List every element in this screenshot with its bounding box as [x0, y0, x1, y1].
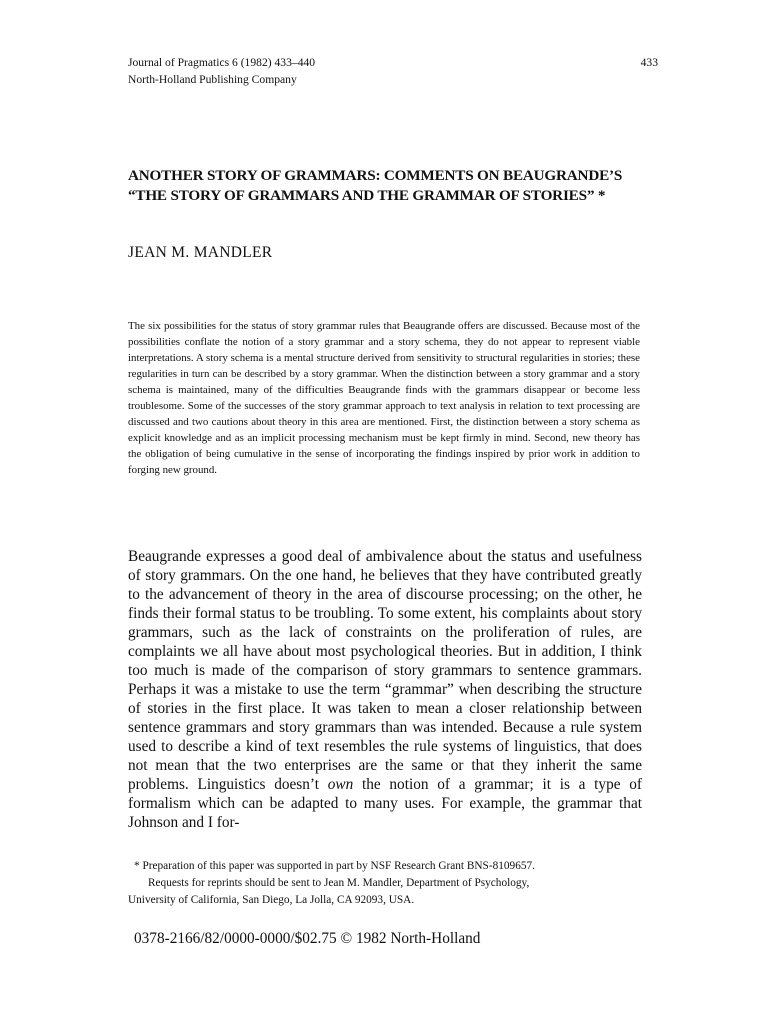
footnote-line-3: University of California, San Diego, La Jolla, CA 92093, USA.	[128, 894, 415, 906]
journal-citation: Journal of Pragmatics 6 (1982) 433–440	[128, 56, 316, 69]
page-number: 433	[640, 56, 658, 69]
article-title	[128, 166, 668, 206]
title-line-2: “THE STORY OF GRAMMARS AND THE GRAMMAR OF STORIES” *	[128, 187, 606, 204]
running-header	[128, 54, 658, 88]
footnote-line-2: Requests for reprints should be sent to Jean M. Mandler, Department of Psychology,	[148, 877, 530, 889]
author-name: JEAN M. MANDLER	[128, 244, 273, 261]
publisher-name: North-Holland Publishing Company	[128, 73, 297, 86]
body-text-part-2: the notion of a grammar; it is a type of formalism which can be adapted to many uses. For example, the grammar that Johnson and I for-	[128, 776, 643, 831]
copyright-line: 0378-2166/82/0000-0000/$02.75 © 1982 North-Holland	[134, 930, 481, 947]
footnote	[128, 858, 642, 909]
body-paragraph	[128, 547, 642, 832]
title-line-1: ANOTHER STORY OF GRAMMARS: COMMENTS ON BEAUGRANDE’S	[128, 167, 623, 184]
footnote-line-1: * Preparation of this paper was supported in part by NSF Research Grant BNS-8109657.	[134, 860, 535, 872]
body-text-part-1: Beaugrande expresses a good deal of ambivalence about the status and usefulness of story grammars. On the one hand, he believes that they have contributed greatly to the advancement of theory in the area of discourse processing; on the other, he finds their formal status to be troubling. To some extent, his complaints about story grammars, such as the lack of constraints on the proliferation of rules, are complaints we all have about most psychological theories. But in addition, I think too much is made of the comparison of story grammars to sentence grammars. Perhaps it was a mistake to use the term “grammar” when describing the structure of stories in the first place. It was taken to mean a closer relationship between sentence grammars and story grammars than was intended. Because a rule system used to describe a kind of text resembles the rule systems of linguistics, that does not mean that the two enterprises are the same or that they inherit the same problems. Linguistics doesn’t	[128, 548, 642, 793]
body-emphasis: own	[327, 776, 354, 793]
abstract: The six possibilities for the status of story grammar rules that Beaugrande offers are discussed. Because most of the possibilities conflate the notion of a story grammar and a story schema, they do not appear to represent viable interpretations. A story schema is a mental structure derived from sensitivity to structural regularities in stories; these regularities in turn can be described by a story grammar. When the distinction between a story grammar and a story schema is maintained, many of the difficulties Beaugrande finds with the grammars disappear or become less troublesome. Some of the successes of the story grammar approach to text analysis in relation to text processing are discussed and two cautions about theory in this area are mentioned. First, the distinction between a story schema as explicit knowledge and as an implicit processing mechanism must be kept firmly in mind. Second, new theory has the obligation of being cumulative in the sense of incorporating the findings inspired by prior work in addition to forging new ground.	[128, 320, 640, 476]
